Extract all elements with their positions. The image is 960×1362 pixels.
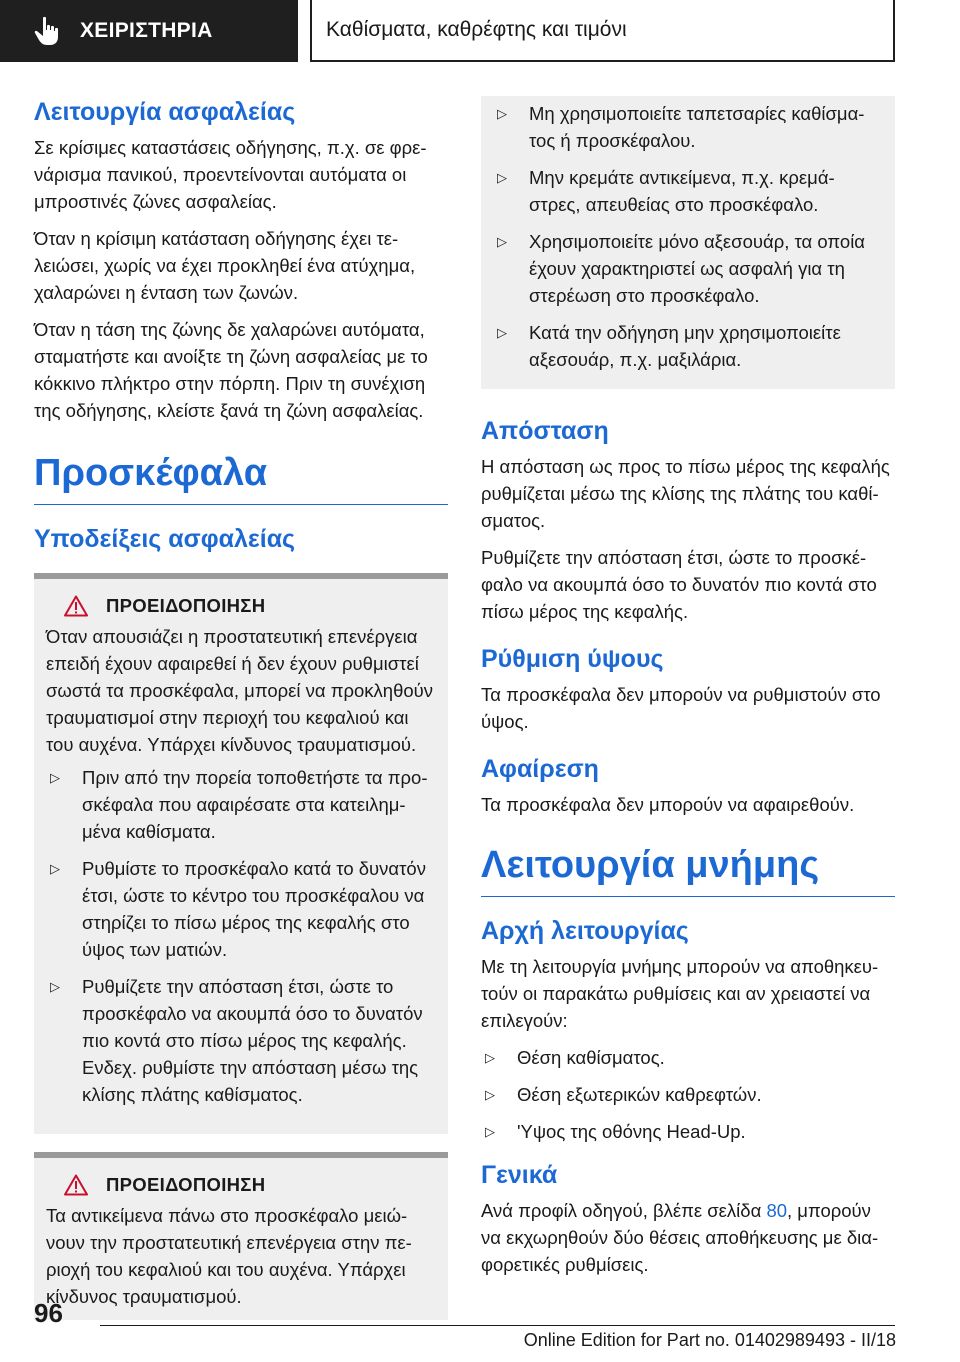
paragraph: Τα προσκέφαλα δεν μπορούν να ρυθμιστούν στο ύψος.: [481, 684, 881, 732]
heading-safety-notes: Υποδείξεις ασφαλείας: [34, 525, 296, 553]
list-item: ▷ Πριν από την πορεία τοποθετήστε τα προ‐σκέφαλα που αφαιρέσατε στα κατειλημ‐μένα καθίσματα.: [46, 764, 436, 845]
paragraph: Με τη λειτουργία μνήμης μπορούν να αποθηκευ‐τούν οι παρακάτω ρυθμίσεις και αν χρειαστεί να επιλεγούν:: [481, 956, 879, 1031]
list-item: ▷ Ρυθμίστε το προσκέφαλο κατά το δυνατόν έτσι, ώστε το κέντρο του προσκέφαλου να στηρίζει το πίσω μέρος της κεφαλής στο ύψος των ματιών.: [46, 855, 436, 963]
page-number: 96: [34, 1298, 63, 1328]
warning-box: [34, 573, 448, 1134]
heading-principle: Αρχή λειτουργίας: [481, 917, 689, 945]
heading-distance: Απόσταση: [481, 417, 609, 445]
triangle-bullet-icon: ▷: [497, 234, 507, 249]
section-tab: [0, 0, 298, 62]
chapter-title: Καθίσματα, καθρέφτης και τιμόνι: [326, 18, 627, 41]
paragraph: Σε κρίσιμες καταστάσεις οδήγησης, π.χ. σε φρε‐νάρισμα πανικού, προεντείνονται αυτόματα οι μπροστινές ζώνες ασφαλείας.: [34, 137, 427, 212]
hand-icon: [30, 13, 66, 49]
heading-removal: Αφαίρεση: [481, 755, 599, 783]
warning-title-text: ΠΡΟΕΙΔΟΠΟΙΗΣΗ: [106, 1174, 266, 1195]
warning-icon: [64, 1174, 88, 1196]
heading-belt-function: Λειτουργία ασφαλείας: [34, 98, 296, 126]
list-item: ▷ Χρησιμοποιείτε μόνο αξεσουάρ, τα οποία έχουν χαρακτηριστεί ως ασφαλή για τη στερέωση στο προσκέφαλο.: [493, 228, 883, 309]
chapter-tab: [310, 0, 895, 62]
list-item: ▷ Ρυθμίζετε την απόσταση έτσι, ώστε το προσκέφαλο να ακουμπά όσο το δυνατόν πιο κοντά στο πίσω μέρος της κεφαλής. Ενδεχ. ρυθμίστε την απόσταση μέσω της κλίσης πλάτης καθίσματος.: [46, 973, 436, 1108]
list-item: ▷ Μην κρεμάτε αντικείμενα, π.χ. κρεμά‐στρες, απευθείας στο προσκέφαλο.: [493, 164, 883, 218]
page-reference-link[interactable]: 80: [766, 1200, 788, 1221]
list-item: ▷ Κατά την οδήγηση μην χρησιμοποιείτε αξεσουάρ, π.χ. μαξιλάρια.: [493, 319, 883, 373]
triangle-bullet-icon: ▷: [50, 770, 60, 785]
warning-box: [34, 1152, 448, 1320]
triangle-bullet-icon: ▷: [485, 1124, 495, 1139]
memory-list: [481, 1044, 895, 1145]
warning-text: Όταν απουσιάζει η προστατευτική επενέργεια επειδή έχουν αφαιρεθεί ή δεν έχουν ρυθμιστεί σωστά τα προσκέφαλα, μπορεί να προκληθούν τραυματισμοί στην περιοχή του κεφαλιού και του αυχένα. Υπάρχει κίνδυνος τραυματισμού.: [46, 626, 434, 755]
heading-height-adjust: Ρύθμιση ύψους: [481, 645, 664, 673]
section-title: ΧΕΙΡΙΣΤΗΡΙΑ: [80, 19, 213, 42]
warning-list: [493, 100, 883, 373]
left-column: [34, 96, 448, 1320]
warning-icon: [64, 595, 88, 617]
triangle-bullet-icon: ▷: [497, 170, 507, 185]
warning-title: [46, 595, 436, 617]
triangle-bullet-icon: ▷: [485, 1050, 495, 1065]
paragraph: Η απόσταση ως προς το πίσω μέρος της κεφαλής ρυθμίζεται μέσω της κλίσης της πλάτης του καθί‐σματος.: [481, 456, 890, 531]
triangle-bullet-icon: ▷: [485, 1087, 495, 1102]
heading-general: Γενικά: [481, 1161, 558, 1189]
warning-title: [46, 1174, 436, 1196]
paragraph: Τα προσκέφαλα δεν μπορούν να αφαιρεθούν.: [481, 794, 855, 815]
paragraph: Όταν η κρίσιμη κατάσταση οδήγησης έχει τε‐λειώσει, χωρίς να έχει προκληθεί ένα ατύχημα, χαλαρώνει η ένταση των ζωνών.: [34, 228, 416, 303]
warning-list: [46, 764, 436, 1108]
list-item: ▷ Θέση εξωτερικών καθρεφτών.: [481, 1081, 895, 1108]
heading-headrests: Προσκέφαλα: [34, 450, 448, 505]
page-header: [0, 0, 960, 86]
warning-title-text: ΠΡΟΕΙΔΟΠΟΙΗΣΗ: [106, 595, 266, 616]
triangle-bullet-icon: ▷: [497, 106, 507, 121]
footer-divider: [100, 1325, 895, 1326]
edition-note: Online Edition for Part no. 01402989493 - II/18: [523, 1330, 896, 1350]
triangle-bullet-icon: ▷: [50, 861, 60, 876]
right-column: [481, 96, 895, 1288]
warning-box-continued: [481, 96, 895, 389]
paragraph-general: Ανά προφίλ οδηγού, βλέπε σελίδα 80, μπορούν να εκχωρηθούν δύο θέσεις αποθήκευσης με δια‐φορετικές ρυθμίσεις.: [481, 1200, 879, 1275]
heading-memory-function: Λειτουργία μνήμης: [481, 842, 895, 897]
list-item: ▷ Θέση καθίσματος.: [481, 1044, 895, 1071]
triangle-bullet-icon: ▷: [50, 979, 60, 994]
paragraph: Ρυθμίζετε την απόσταση έτσι, ώστε το προσκέ‐φαλο να ακουμπά όσο το δυνατόν πιο κοντά στο πίσω μέρος της κεφαλής.: [481, 547, 877, 622]
triangle-bullet-icon: ▷: [497, 325, 507, 340]
list-item: ▷ 'Υψος της οθόνης Head-Up.: [481, 1118, 895, 1145]
warning-text: Τα αντικείμενα πάνω στο προσκέφαλο μειώ‐νουν την προστατευτική επενέργεια στην πε‐ριοχή του κεφαλιού και του αυχένα. Υπάρχει κίνδυνος τραυματισμού.: [46, 1205, 412, 1307]
list-item: ▷ Μη χρησιμοποιείτε ταπετσαρίες καθίσμα‐τος ή προσκέφαλου.: [493, 100, 883, 154]
paragraph: Όταν η τάση της ζώνης δε χαλαρώνει αυτόματα, σταματήστε και ανοίξτε τη ζώνη ασφαλείας με το κόκκινο πλήκτρο στην πόρπη. Πριν τη συνέχιση της οδήγησης, κλείστε ξανά τη ζώνη ασφαλείας.: [34, 319, 428, 421]
